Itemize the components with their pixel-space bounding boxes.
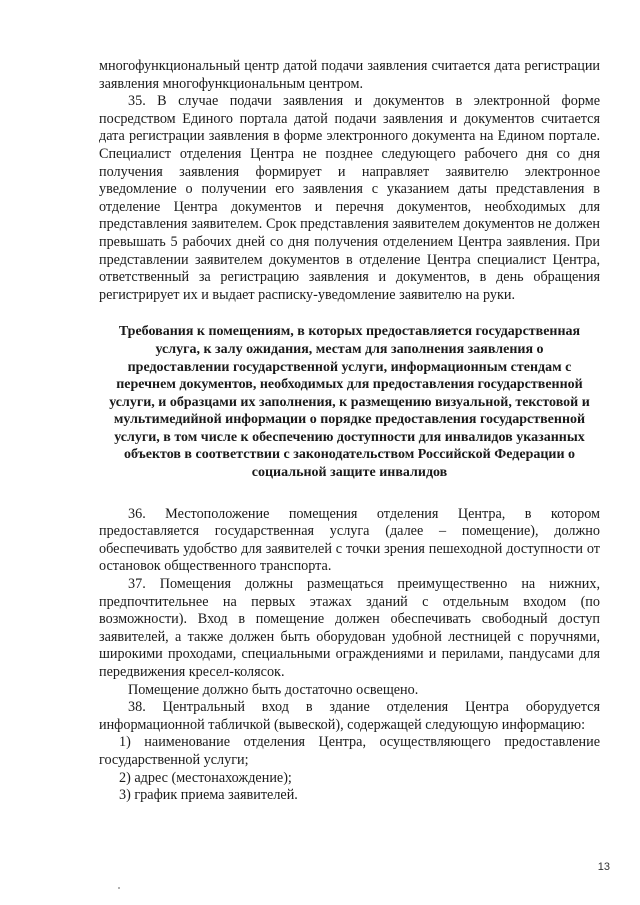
- paragraph-lighting: Помещение должно быть достаточно освещено.: [128, 681, 419, 698]
- list-item: 3) график приема заявителей.: [119, 787, 298, 804]
- scan-artifact: [118, 887, 120, 889]
- paragraph-37: 37. Помещения должны размещаться преимущественно на нижних, предпочтительнее на первых этажах зданий с отдельным входом (по возможности). Вход в помещение должен обеспечивать свободный доступ заявителей, а также должен быть оборудован удобной лестницей с поручнями, широкими проходами, специальными ограждениями и перилами, пандусами для передвижения кресел-колясок.: [99, 576, 600, 680]
- list-item: 1) наименование отделения Центра, осуществляющего предоставление государственной услуги;: [99, 734, 600, 768]
- paragraph-38: 38. Центральный вход в здание отделения Центра оборудуется информационной табличкой (вывеской), содержащей следующую информацию:: [99, 699, 600, 733]
- paragraph-35: 35. В случае подачи заявления и документов в электронной форме посредством Единого портала датой подачи заявления и документов считается дата регистрации заявления в форме электронного документа на Едином портале. Специалист отделения Центра не позднее следующего рабочего дня со дня получения заявления формирует и направляет заявителю электронное уведомление о получении его заявления с указанием даты представления в отделение Центра документов и перечня документов, необходимых для представления заявителем. Срок представления заявителем документов не должен превышать 5 рабочих дней со дня получения отделением Центра заявления. При представлении заявителем документов в отделение Центра специалист Центра, ответственный за регистрацию заявления и документов, в день обращения регистрирует их и выдает расписку-уведомление заявителю на руки.: [99, 93, 600, 303]
- paragraph-36: 36. Местоположение помещения отделения Центра, в котором предоставляется государственная услуга (далее – помещение), должно обеспечивать удобство для заявителей с точки зрения пешеходной доступности от остановок общественного транспорта.: [99, 505, 600, 575]
- list-item: 2) адрес (местонахождение);: [119, 769, 292, 786]
- page-number: 13: [597, 861, 610, 874]
- paragraph-continuation: многофункциональный центр датой подачи заявления считается дата регистрации заявления многофункциональным центром.: [99, 58, 600, 92]
- section-heading: Требования к помещениям, в которых предоставляется государственная услуга, к залу ожидания, местам для заполнения заявления о предоставлении государственной услуги, информационным стендам с перечнем документов, необходимых для предоставления государственной услуги, и образцами их заполнения, к размещению визуальной, текстовой и мультимедийной информации о порядке предоставления государственной услуги, в том числе к обеспечению доступности для инвалидов указанных объектов в соответствии с законодательством Российской Федерации о социальной защите инвалидов: [109, 324, 590, 481]
